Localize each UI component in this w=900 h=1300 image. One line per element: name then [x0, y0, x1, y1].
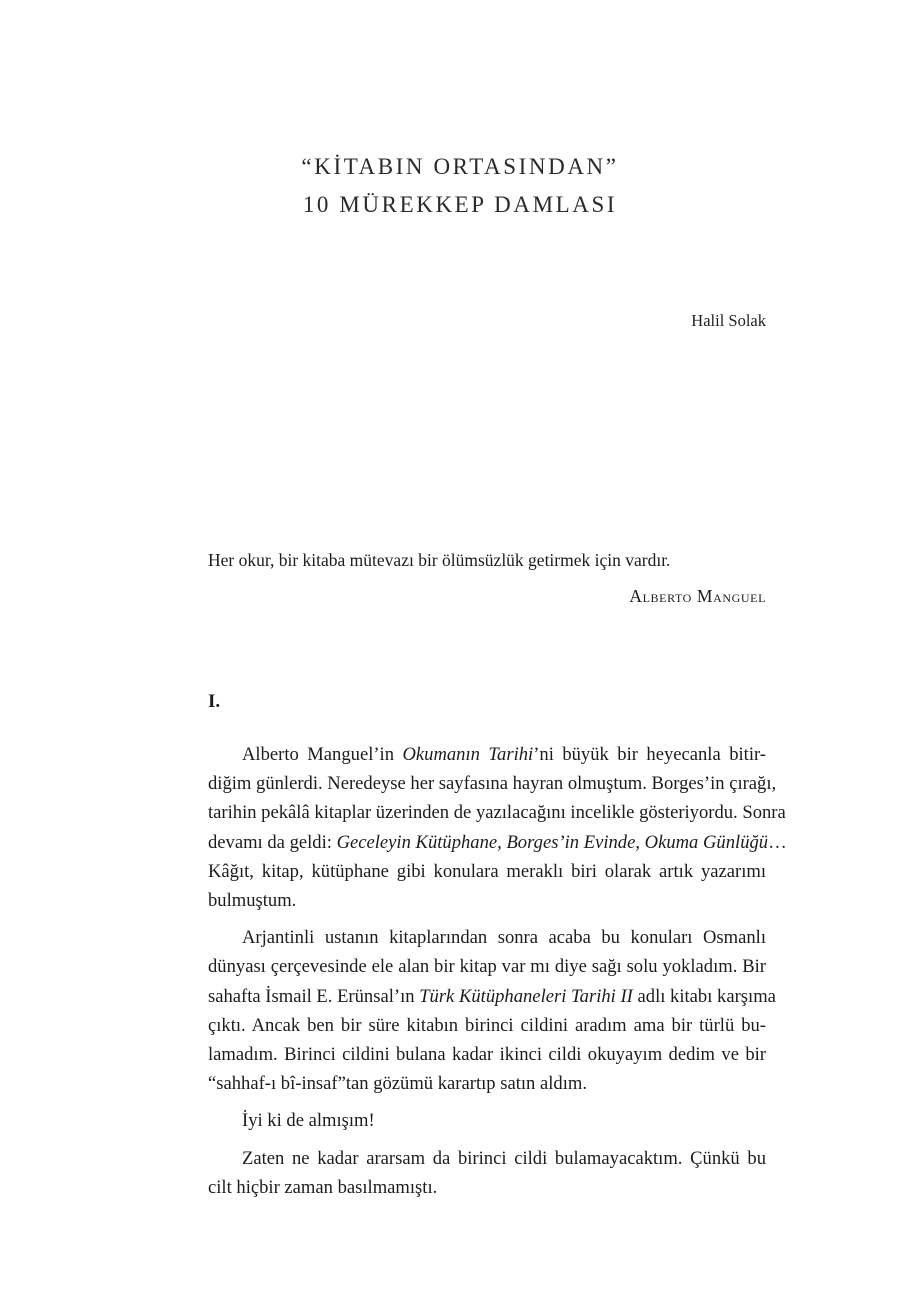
- book-title-turk-kutuphaneleri: Türk Kütüphaneleri Tarihi II: [419, 985, 633, 1007]
- paragraph-line: çıktı. Ancak ben bir süre kitabın birinci cildini aradım ama bir türlü bu-: [208, 1014, 766, 1036]
- paragraph-line: tarihin pekâlâ kitaplar üzerinden de yazılacağını incelikle gösteriyordu. Sonra: [208, 802, 786, 824]
- text-run: ,: [635, 831, 645, 853]
- paragraph-line: diğim günlerdi. Neredeyse her sayfasına hayran olmuştum. Borges’in çırağı,: [208, 773, 777, 795]
- section-number: I.: [208, 691, 221, 712]
- text-run: …: [768, 831, 787, 853]
- paragraph-line: Zaten ne kadar ararsam da birinci cildi bulamayacaktım. Çünkü bu: [242, 1147, 766, 1169]
- paragraph-line: İyi ki de almışım!: [242, 1110, 375, 1132]
- paragraph-1: [208, 740, 787, 915]
- book-titles-manguel: Geceleyin Kütüphane, Borges’in Evinde: [336, 831, 636, 853]
- text-run: devamı da geldi:: [208, 831, 337, 853]
- paragraph-line: lamadım. Birinci cildini bulana kadar ikinci cildi okuyayım dedim ve bir: [208, 1044, 766, 1066]
- book-title-okuma-gunlugu: Okuma Günlüğü: [644, 831, 769, 853]
- paragraph-4: [208, 1144, 766, 1202]
- text-run: sahafta İsmail E. Erünsal’ın: [208, 985, 420, 1007]
- paragraph-line: [208, 982, 776, 1011]
- chapter-title-line-1: “KİTABIN ORTASINDAN”: [301, 154, 619, 179]
- author-name: Halil Solak: [691, 311, 766, 330]
- paragraph-3: [208, 1106, 766, 1135]
- paragraph-line: “sahhaf-ı bî-insaf”tan gözümü karartıp satın aldım.: [208, 1073, 587, 1095]
- chapter-title: [0, 148, 900, 224]
- book-title-okumanin-tarihi: Okumanın Tarihi: [402, 744, 534, 765]
- body-text: [208, 740, 787, 1210]
- text-run: Alberto Manguel’in: [242, 744, 403, 765]
- paragraph-line: dünyası çerçevesinde ele alan bir kitap var mı diye sağı solu yokladım. Bir: [208, 956, 766, 978]
- text-run: ’ni büyük bir heyecanla bitir-: [533, 744, 767, 765]
- epigraph-source: Alberto Manguel: [629, 586, 766, 606]
- paragraph-line: Kâğıt, kitap, kütüphane gibi konulara meraklı biri olarak artık yazarımı: [208, 860, 766, 882]
- text-run: adlı kitabı karşıma: [632, 985, 776, 1007]
- paragraph-line: bulmuştum.: [208, 890, 297, 912]
- paragraph-line: [208, 740, 766, 769]
- chapter-title-line-2: 10 MÜREKKEP DAMLASI: [302, 192, 618, 217]
- paragraph-line: [208, 828, 787, 857]
- epigraph-quote: Her okur, bir kitaba mütevazı bir ölümsüzlük getirmek için vardır.: [208, 550, 671, 570]
- paragraph-line: Arjantinli ustanın kitaplarından sonra acaba bu konuları Osmanlı: [242, 927, 766, 949]
- paragraph-2: [208, 923, 776, 1098]
- paragraph-line: cilt hiçbir zaman basılmamıştı.: [208, 1176, 438, 1198]
